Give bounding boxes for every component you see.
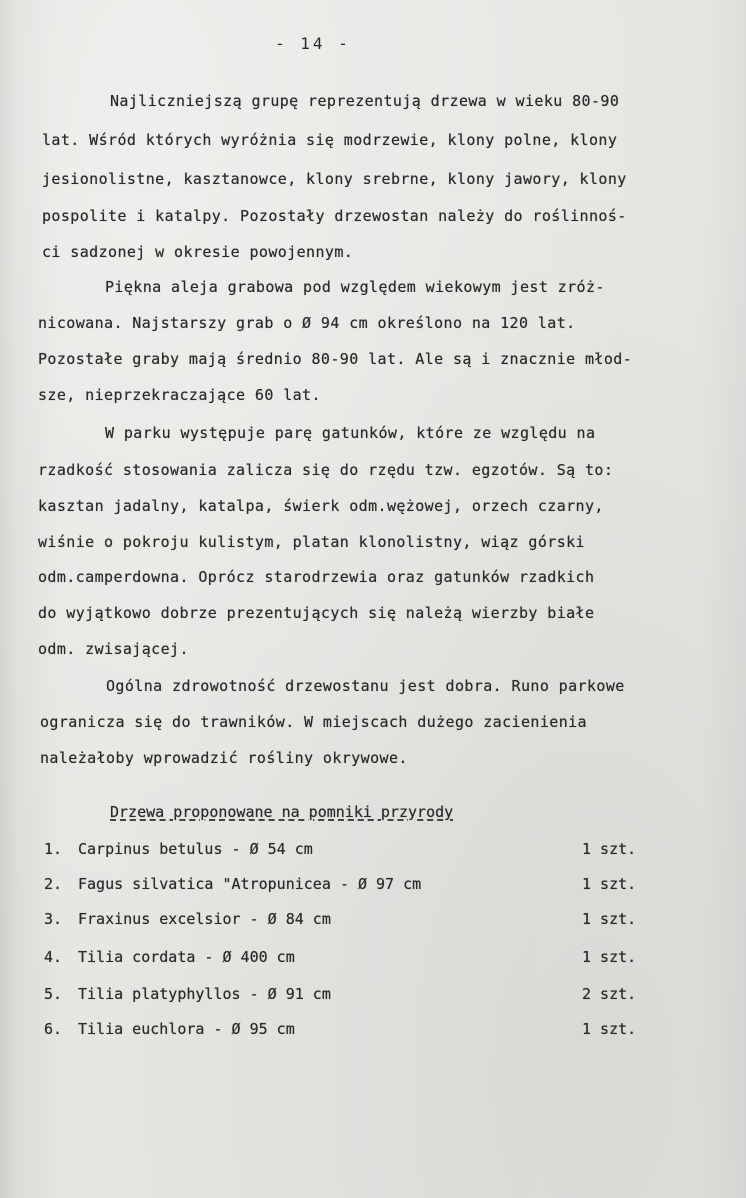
tree-number: 3. [44,910,63,928]
tree-list-item [44,948,664,972]
paragraph-4-line-2: ogranicza się do trawników. W miejscach dużego zacienienia [40,713,587,731]
paragraph-3-line-4: wiśnie o pokroju kulistym, platan klonolistny, wiąz górski [38,533,585,551]
tree-name: Tilia euchlora - Ø 95 cm [78,1020,295,1038]
paragraph-2-line-4: sze, nieprzekraczające 60 lat. [38,386,321,404]
tree-name: Fraxinus excelsior - Ø 84 cm [78,910,331,928]
paragraph-1-line-1: Najliczniejszą grupę reprezentują drzewa w wieku 80-90 [110,92,620,110]
tree-count: 1 szt. [582,875,637,893]
tree-list-item [44,840,664,864]
paragraph-2-line-1: Piękna aleja grabowa pod względem wiekowym jest zróż- [105,278,605,296]
tree-number: 1. [44,840,63,858]
tree-list-item [44,1020,664,1044]
paragraph-1-line-4: pospolite i katalpy. Pozostały drzewostan należy do roślinnoś- [42,207,627,225]
tree-name: Carpinus betulus - Ø 54 cm [78,840,313,858]
paragraph-2-line-2: nicowana. Najstarszy grab o Ø 94 cm określono na 120 lat. [38,314,576,332]
paragraph-1-line-3: jesionolistne, kasztanowce, klony srebrne, klony jawory, klony [42,170,627,188]
tree-name: Fagus silvatica "Atropunicea - Ø 97 cm [78,875,422,893]
paragraph-1-line-5: ci sadzonej w okresie powojennym. [42,243,354,261]
tree-list-item [44,875,664,899]
tree-count: 1 szt. [582,1020,637,1038]
page-number: - 14 - [275,34,351,53]
tree-list-item [44,910,664,934]
paragraph-4-line-3: należałoby wprowadzić rośliny okrywowe. [40,749,408,767]
tree-count: 1 szt. [582,910,637,928]
tree-number: 5. [44,985,63,1003]
paragraph-3-line-3: kasztan jadalny, katalpa, świerk odm.wężowej, orzech czarny, [38,497,604,515]
paragraph-3-line-1: W parku występuje parę gatunków, które ze względu na [105,424,596,442]
tree-number: 4. [44,948,63,966]
tree-count: 1 szt. [582,948,637,966]
tree-count: 1 szt. [582,840,637,858]
paragraph-1-line-2: lat. Wśród których wyróżnia się modrzewie, klony polne, klony [42,131,618,149]
tree-number: 2. [44,875,63,893]
paragraph-3-line-6: do wyjątkowo dobrze prezentujących się należą wierzby białe [38,604,595,622]
paragraph-3-line-5: odm.camperdowna. Oprócz starodrzewia oraz gatunków rzadkich [38,568,595,586]
paragraph-3-line-2: rzadkość stosowania zalicza się do rzędu tzw. egzotów. Są to: [38,461,614,479]
tree-number: 6. [44,1020,63,1038]
tree-name: Tilia cordata - Ø 400 cm [78,948,295,966]
tree-list-item [44,985,664,1009]
tree-count: 2 szt. [582,985,637,1003]
tree-name: Tilia platyphyllos - Ø 91 cm [78,985,331,1003]
section-heading: Drzewa proponowane na pomniki przyrody [110,803,454,821]
paragraph-2-line-3: Pozostałe graby mają średnio 80-90 lat. Ale są i znacznie młod- [38,350,633,368]
paragraph-3-line-7: odm. zwisającej. [38,640,189,658]
paragraph-4-line-1: Ogólna zdrowotność drzewostanu jest dobra. Runo parkowe [106,677,625,695]
